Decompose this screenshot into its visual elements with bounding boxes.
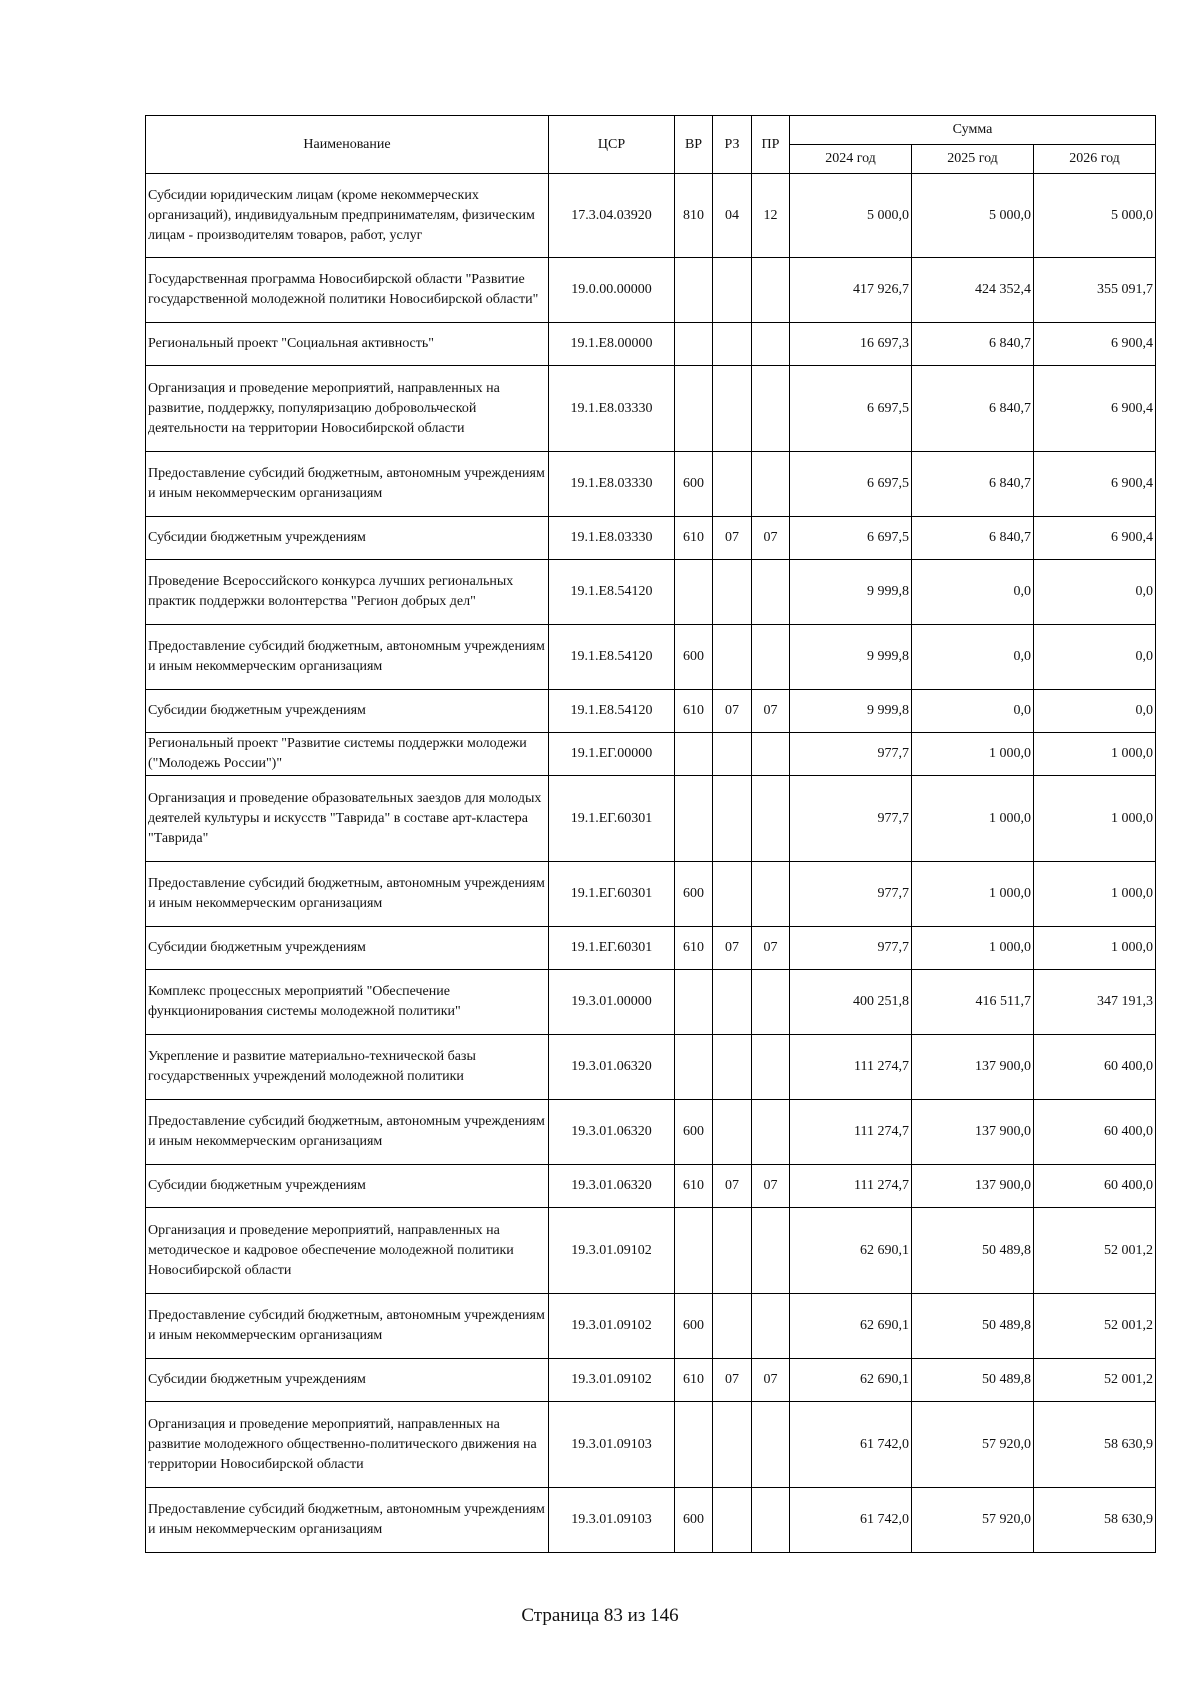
row-sum-2026: 60 400,0 — [1034, 1100, 1156, 1165]
row-name: Предоставление субсидий бюджетным, автономным учреждениям и иным некоммерческим организациям — [146, 1488, 549, 1553]
row-pr: 07 — [752, 927, 790, 970]
row-rz — [713, 560, 752, 625]
row-pr: 07 — [752, 690, 790, 733]
table-row — [146, 862, 1156, 927]
row-csr: 19.3.01.09103 — [549, 1402, 675, 1488]
row-csr: 19.1.E8.54120 — [549, 690, 675, 733]
row-name: Организация и проведение мероприятий, направленных на развитие молодежного общественно-политического движения на территории Новосибирской области — [146, 1402, 549, 1488]
row-sum-2026: 6 900,4 — [1034, 323, 1156, 366]
row-name: Субсидии бюджетным учреждениям — [146, 690, 549, 733]
table-row — [146, 927, 1156, 970]
row-rz: 07 — [713, 1359, 752, 1402]
row-name: Субсидии юридическим лицам (кроме некоммерческих организаций), индивидуальным предпринимателям, физическим лицам - производителям товаров, работ, услуг — [146, 174, 549, 258]
row-vr — [675, 1035, 713, 1100]
row-vr: 610 — [675, 1165, 713, 1208]
row-name: Организация и проведение образовательных заездов для молодых деятелей культуры и искусств "Таврида" в составе арт-кластера "Таврида" — [146, 776, 549, 862]
row-rz — [713, 1035, 752, 1100]
row-csr: 19.1.E8.54120 — [549, 560, 675, 625]
row-name: Региональный проект "Развитие системы поддержки молодежи ("Молодежь России")" — [146, 733, 549, 776]
table-row — [146, 1100, 1156, 1165]
row-sum-2024: 62 690,1 — [790, 1359, 912, 1402]
budget-table — [145, 115, 1156, 1553]
row-csr: 19.0.00.00000 — [549, 258, 675, 323]
row-sum-2026: 52 001,2 — [1034, 1294, 1156, 1359]
row-name: Предоставление субсидий бюджетным, автономным учреждениям и иным некоммерческим организациям — [146, 862, 549, 927]
row-vr: 600 — [675, 625, 713, 690]
row-sum-2025: 50 489,8 — [912, 1208, 1034, 1294]
row-pr — [752, 258, 790, 323]
table-row — [146, 1035, 1156, 1100]
table-row — [146, 258, 1156, 323]
table-row — [146, 970, 1156, 1035]
row-pr — [752, 776, 790, 862]
row-pr — [752, 1035, 790, 1100]
row-name: Проведение Всероссийского конкурса лучших региональных практик поддержки волонтерства "Регион добрых дел" — [146, 560, 549, 625]
row-name: Субсидии бюджетным учреждениям — [146, 1359, 549, 1402]
row-pr — [752, 1402, 790, 1488]
row-sum-2025: 57 920,0 — [912, 1402, 1034, 1488]
row-vr — [675, 970, 713, 1035]
header-rz: РЗ — [713, 116, 752, 174]
row-sum-2026: 52 001,2 — [1034, 1359, 1156, 1402]
row-sum-2024: 9 999,8 — [790, 560, 912, 625]
row-sum-2025: 57 920,0 — [912, 1488, 1034, 1553]
table-row — [146, 1208, 1156, 1294]
row-name: Предоставление субсидий бюджетным, автономным учреждениям и иным некоммерческим организациям — [146, 1294, 549, 1359]
row-csr: 17.3.04.03920 — [549, 174, 675, 258]
row-name: Субсидии бюджетным учреждениям — [146, 927, 549, 970]
row-vr: 810 — [675, 174, 713, 258]
row-pr — [752, 1208, 790, 1294]
row-sum-2026: 6 900,4 — [1034, 366, 1156, 452]
row-sum-2025: 6 840,7 — [912, 452, 1034, 517]
table-row — [146, 517, 1156, 560]
row-sum-2025: 1 000,0 — [912, 733, 1034, 776]
table-row — [146, 366, 1156, 452]
row-sum-2024: 6 697,5 — [790, 517, 912, 560]
table-row — [146, 625, 1156, 690]
row-csr: 19.3.01.09103 — [549, 1488, 675, 1553]
row-rz — [713, 1488, 752, 1553]
row-csr: 19.3.01.06320 — [549, 1165, 675, 1208]
page-number: Страница 83 из 146 — [521, 1605, 679, 1626]
row-vr — [675, 1402, 713, 1488]
row-sum-2026: 1 000,0 — [1034, 927, 1156, 970]
row-sum-2025: 416 511,7 — [912, 970, 1034, 1035]
row-rz — [713, 1294, 752, 1359]
header-csr: ЦСР — [549, 116, 675, 174]
row-sum-2024: 5 000,0 — [790, 174, 912, 258]
row-sum-2026: 347 191,3 — [1034, 970, 1156, 1035]
row-sum-2025: 50 489,8 — [912, 1294, 1034, 1359]
row-sum-2024: 977,7 — [790, 776, 912, 862]
row-name: Предоставление субсидий бюджетным, автономным учреждениям и иным некоммерческим организациям — [146, 625, 549, 690]
row-sum-2025: 1 000,0 — [912, 927, 1034, 970]
row-name: Организация и проведение мероприятий, направленных на развитие, поддержку, популяризацию добровольческой деятельности на территории Новосибирской области — [146, 366, 549, 452]
header-name: Наименование — [146, 116, 549, 174]
row-pr — [752, 970, 790, 1035]
row-csr: 19.1.ЕГ.60301 — [549, 862, 675, 927]
row-pr — [752, 625, 790, 690]
row-vr: 610 — [675, 517, 713, 560]
row-csr: 19.1.E8.03330 — [549, 517, 675, 560]
row-sum-2024: 6 697,5 — [790, 366, 912, 452]
row-rz — [713, 776, 752, 862]
row-csr: 19.3.01.06320 — [549, 1100, 675, 1165]
row-sum-2024: 61 742,0 — [790, 1402, 912, 1488]
row-sum-2026: 6 900,4 — [1034, 517, 1156, 560]
row-csr: 19.1.E8.54120 — [549, 625, 675, 690]
row-pr: 12 — [752, 174, 790, 258]
header-sum: Сумма — [790, 116, 1156, 145]
row-sum-2026: 0,0 — [1034, 560, 1156, 625]
table-row — [146, 1165, 1156, 1208]
row-rz — [713, 970, 752, 1035]
row-pr: 07 — [752, 517, 790, 560]
row-sum-2025: 0,0 — [912, 690, 1034, 733]
row-vr — [675, 776, 713, 862]
row-sum-2026: 355 091,7 — [1034, 258, 1156, 323]
row-sum-2025: 1 000,0 — [912, 776, 1034, 862]
row-pr — [752, 323, 790, 366]
row-vr: 600 — [675, 1488, 713, 1553]
row-vr: 600 — [675, 452, 713, 517]
row-sum-2026: 58 630,9 — [1034, 1488, 1156, 1553]
row-csr: 19.3.01.09102 — [549, 1208, 675, 1294]
row-pr — [752, 862, 790, 927]
row-rz — [713, 323, 752, 366]
row-name: Региональный проект "Социальная активность" — [146, 323, 549, 366]
row-sum-2026: 0,0 — [1034, 690, 1156, 733]
table-row — [146, 1402, 1156, 1488]
row-name: Предоставление субсидий бюджетным, автономным учреждениям и иным некоммерческим организациям — [146, 452, 549, 517]
row-sum-2026: 58 630,9 — [1034, 1402, 1156, 1488]
row-sum-2024: 417 926,7 — [790, 258, 912, 323]
row-pr — [752, 1100, 790, 1165]
row-vr — [675, 1208, 713, 1294]
table-row — [146, 690, 1156, 733]
row-csr: 19.3.01.09102 — [549, 1294, 675, 1359]
table-row — [146, 323, 1156, 366]
row-csr: 19.3.01.00000 — [549, 970, 675, 1035]
row-rz — [713, 1402, 752, 1488]
row-sum-2025: 6 840,7 — [912, 366, 1034, 452]
row-sum-2025: 6 840,7 — [912, 517, 1034, 560]
table-row — [146, 776, 1156, 862]
table-body — [146, 174, 1156, 1553]
table-row — [146, 174, 1156, 258]
table-row — [146, 1294, 1156, 1359]
row-sum-2025: 6 840,7 — [912, 323, 1034, 366]
row-pr — [752, 733, 790, 776]
row-sum-2024: 111 274,7 — [790, 1100, 912, 1165]
row-csr: 19.1.E8.00000 — [549, 323, 675, 366]
row-sum-2025: 137 900,0 — [912, 1165, 1034, 1208]
row-name: Предоставление субсидий бюджетным, автономным учреждениям и иным некоммерческим организациям — [146, 1100, 549, 1165]
row-name: Субсидии бюджетным учреждениям — [146, 517, 549, 560]
row-name: Субсидии бюджетным учреждениям — [146, 1165, 549, 1208]
header-vr: ВР — [675, 116, 713, 174]
row-sum-2024: 400 251,8 — [790, 970, 912, 1035]
row-sum-2025: 137 900,0 — [912, 1035, 1034, 1100]
row-rz — [713, 625, 752, 690]
row-rz — [713, 1208, 752, 1294]
row-name: Укрепление и развитие материально-технической базы государственных учреждений молодежной политики — [146, 1035, 549, 1100]
row-sum-2024: 16 697,3 — [790, 323, 912, 366]
row-vr — [675, 560, 713, 625]
table-row — [146, 1488, 1156, 1553]
row-rz — [713, 1100, 752, 1165]
row-csr: 19.1.E8.03330 — [549, 452, 675, 517]
row-sum-2025: 137 900,0 — [912, 1100, 1034, 1165]
row-vr: 600 — [675, 862, 713, 927]
row-rz — [713, 366, 752, 452]
row-vr — [675, 733, 713, 776]
row-pr: 07 — [752, 1165, 790, 1208]
row-sum-2026: 6 900,4 — [1034, 452, 1156, 517]
header-year-2025: 2025 год — [912, 145, 1034, 174]
header-year-2024: 2024 год — [790, 145, 912, 174]
row-sum-2024: 61 742,0 — [790, 1488, 912, 1553]
table-row — [146, 560, 1156, 625]
row-pr: 07 — [752, 1359, 790, 1402]
row-sum-2024: 977,7 — [790, 733, 912, 776]
header-pr: ПР — [752, 116, 790, 174]
row-pr — [752, 1488, 790, 1553]
table-row — [146, 733, 1156, 776]
row-vr: 610 — [675, 690, 713, 733]
row-vr: 610 — [675, 1359, 713, 1402]
row-sum-2026: 1 000,0 — [1034, 733, 1156, 776]
row-vr — [675, 323, 713, 366]
row-sum-2024: 111 274,7 — [790, 1165, 912, 1208]
row-pr — [752, 452, 790, 517]
row-sum-2024: 9 999,8 — [790, 625, 912, 690]
table-row — [146, 452, 1156, 517]
row-rz — [713, 733, 752, 776]
row-sum-2026: 1 000,0 — [1034, 776, 1156, 862]
row-vr: 610 — [675, 927, 713, 970]
row-sum-2026: 60 400,0 — [1034, 1035, 1156, 1100]
row-sum-2026: 1 000,0 — [1034, 862, 1156, 927]
row-sum-2026: 60 400,0 — [1034, 1165, 1156, 1208]
row-csr: 19.3.01.06320 — [549, 1035, 675, 1100]
row-sum-2025: 1 000,0 — [912, 862, 1034, 927]
row-sum-2026: 5 000,0 — [1034, 174, 1156, 258]
row-sum-2025: 5 000,0 — [912, 174, 1034, 258]
row-sum-2024: 62 690,1 — [790, 1208, 912, 1294]
row-pr — [752, 1294, 790, 1359]
row-sum-2025: 50 489,8 — [912, 1359, 1034, 1402]
row-sum-2025: 0,0 — [912, 560, 1034, 625]
row-rz: 07 — [713, 1165, 752, 1208]
row-vr — [675, 366, 713, 452]
row-csr: 19.1.ЕГ.60301 — [549, 927, 675, 970]
row-csr: 19.3.01.09102 — [549, 1359, 675, 1402]
row-name: Государственная программа Новосибирской области "Развитие государственной молодежной политики Новосибирской области" — [146, 258, 549, 323]
row-vr: 600 — [675, 1294, 713, 1359]
row-vr — [675, 258, 713, 323]
row-name: Организация и проведение мероприятий, направленных на методическое и кадровое обеспечение молодежной политики Новосибирской области — [146, 1208, 549, 1294]
row-sum-2024: 6 697,5 — [790, 452, 912, 517]
row-rz: 07 — [713, 517, 752, 560]
row-sum-2024: 977,7 — [790, 862, 912, 927]
row-sum-2024: 111 274,7 — [790, 1035, 912, 1100]
table-row — [146, 1359, 1156, 1402]
row-vr: 600 — [675, 1100, 713, 1165]
row-rz: 04 — [713, 174, 752, 258]
header-year-2026: 2026 год — [1034, 145, 1156, 174]
row-pr — [752, 366, 790, 452]
row-pr — [752, 560, 790, 625]
row-sum-2026: 52 001,2 — [1034, 1208, 1156, 1294]
row-rz: 07 — [713, 690, 752, 733]
row-sum-2025: 424 352,4 — [912, 258, 1034, 323]
row-sum-2025: 0,0 — [912, 625, 1034, 690]
row-sum-2024: 62 690,1 — [790, 1294, 912, 1359]
row-rz — [713, 452, 752, 517]
row-sum-2024: 9 999,8 — [790, 690, 912, 733]
row-sum-2026: 0,0 — [1034, 625, 1156, 690]
row-name: Комплекс процессных мероприятий "Обеспечение функционирования системы молодежной политики" — [146, 970, 549, 1035]
row-rz: 07 — [713, 927, 752, 970]
row-csr: 19.1.E8.03330 — [549, 366, 675, 452]
row-rz — [713, 862, 752, 927]
row-csr: 19.1.ЕГ.60301 — [549, 776, 675, 862]
row-rz — [713, 258, 752, 323]
row-csr: 19.1.ЕГ.00000 — [549, 733, 675, 776]
row-sum-2024: 977,7 — [790, 927, 912, 970]
